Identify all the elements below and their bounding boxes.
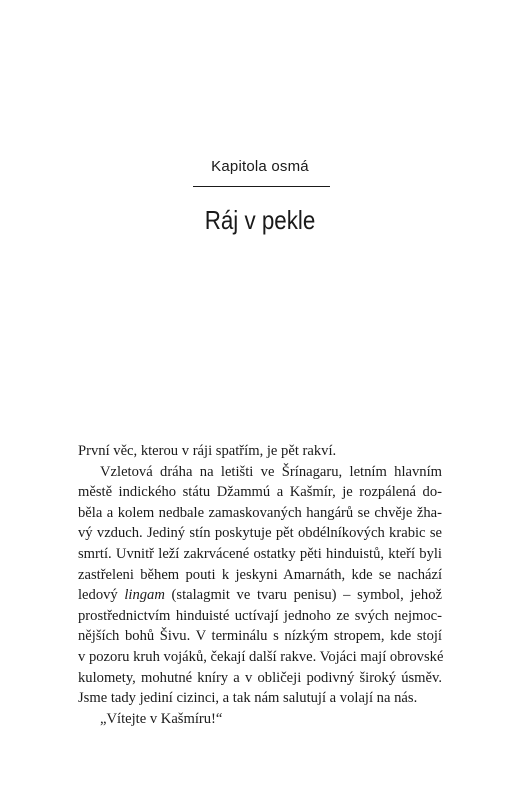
paragraph-2-line-5: smrtí. Uvnitř leží zakrvácené ostatky pěti hinduistů, kteří byli: [78, 545, 442, 562]
paragraph-2-line-10: v pozoru kruh vojáků, čekají další rakve. Vojáci mají obrovské: [78, 648, 444, 665]
paragraph-2-line-3: běla a kolem nedbale zamaskovaných hangárů se chvěje žha-: [78, 504, 442, 521]
paragraph-2-line-7: [78, 585, 442, 606]
chapter-label: Kapitola osmá: [211, 158, 309, 175]
chapter-title: Ráj v pekle: [204, 205, 316, 235]
line-7-end: (stalagmit ve tvaru penisu) – symbol, jehož: [164, 587, 442, 604]
paragraph-2-line-9: nějších bohů Šivu. V terminálu s nízkým stropem, kde stojí: [78, 628, 442, 645]
paragraph-2-line-1: Vzletová dráha na letišti ve Šrínagaru, letním hlavním: [100, 463, 442, 480]
chapter-divider: [193, 186, 330, 187]
paragraph-2-line-12: Jsme tady jediní cizinci, a tak nám salutují a volají na nás.: [78, 690, 418, 707]
paragraph-3: „Vítejte v Kašmíru!“: [100, 710, 223, 727]
paragraph-2-line-2: městě indického státu Džammú a Kašmír, je rozpálená do-: [78, 484, 442, 501]
paragraph-2-line-11: kulomety, mohutné kníry a v obličeji podivný široký úsměv.: [78, 669, 442, 686]
paragraph-2-line-4: vý vzduch. Jediný stín poskytuje pět obdélníkových krabic se: [78, 525, 442, 542]
paragraph-1: První věc, kterou v ráji spatřím, je pět rakví.: [78, 443, 337, 459]
line-7-start: ledový: [78, 587, 125, 604]
paragraph-2-line-6: zastřeleni během pouti k jeskyni Amarnáth, kde se nachází: [78, 566, 442, 583]
paragraph-2-line-8: prostřednictvím hinduisté uctívají jednoho ze svých nejmoc-: [78, 607, 442, 624]
body-text: [78, 441, 442, 729]
italic-lingam: lingam: [124, 587, 165, 604]
